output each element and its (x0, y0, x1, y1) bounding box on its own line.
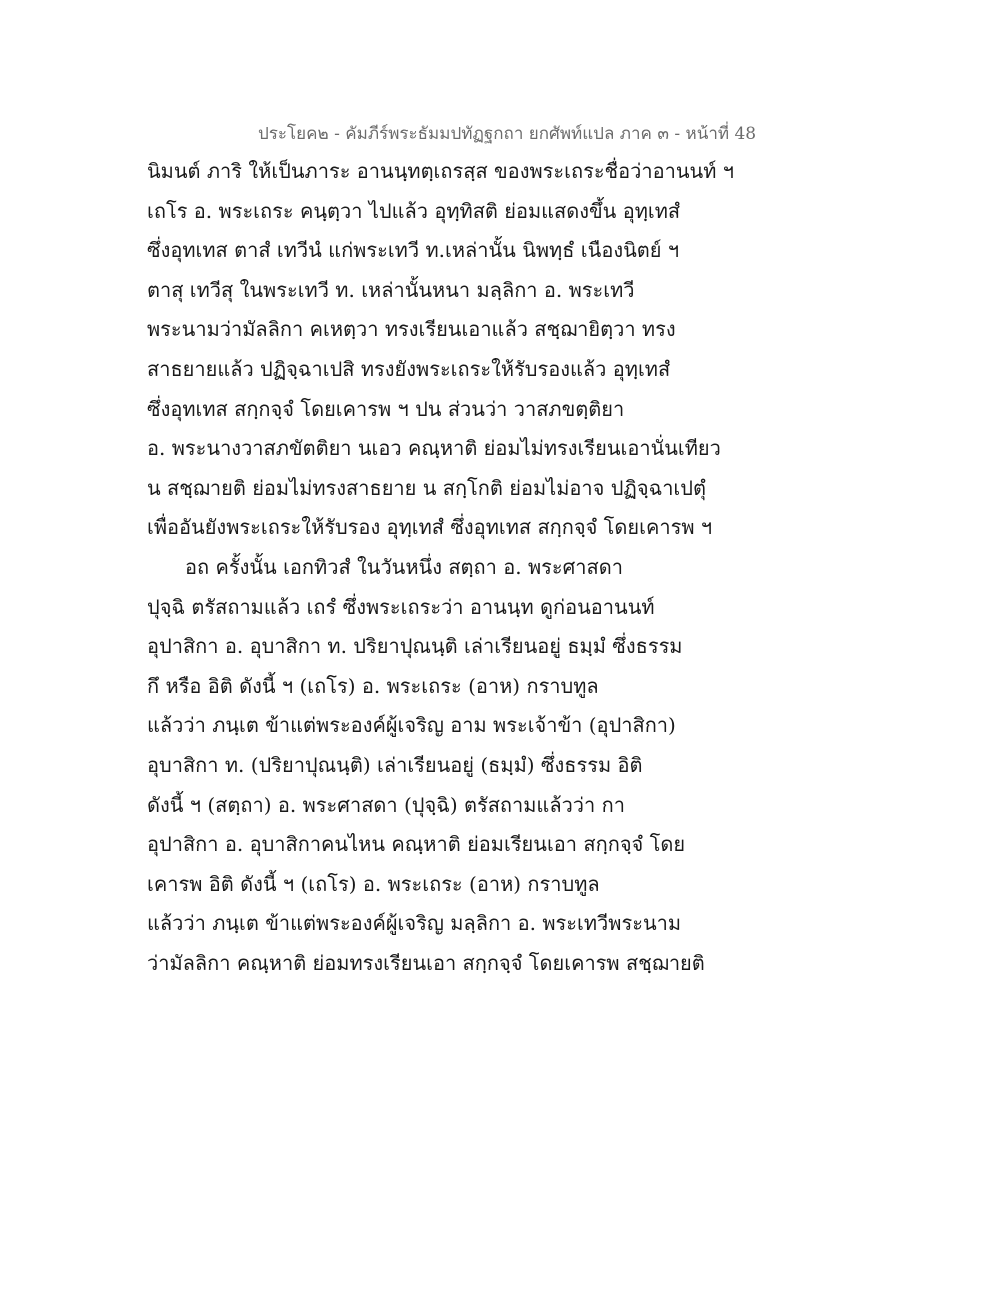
text-line-12: ปุจฺฉิ ตรัสถามแล้ว เถรํ ซึ่งพระเถระว่า อานนฺท ดูก่อนอานนท์ (147, 594, 655, 619)
text-line-20: แล้วว่า ภนฺเต ข้าแต่พระองค์ผู้เจริญ มลฺลิกา อ. พระเทวีพระนาม (147, 911, 682, 936)
text-line-5: พระนามว่ามัลลิกา คเหตฺวา ทรงเรียนเอาแล้ว สชฺฌายิตฺวา ทรง (147, 317, 676, 342)
text-line-16: อุบาสิกา ท. (ปริยาปุณนฺติ) เล่าเรียนอยู่ (ธมฺมํ) ซึ่งธรรม อิติ (147, 752, 643, 777)
text-line-10: เพื่ออันยังพระเถระให้รับรอง อุทฺเทสํ ซึ่งอุทเทส สกฺกจฺจํ โดยเคารพ ฯ (147, 515, 713, 540)
text-line-17: ดังนี้ ฯ (สตฺถา) อ. พระศาสดา (ปุจฺฉิ) ตรัสถามแล้วว่า กา (147, 792, 625, 817)
text-line-15: แล้วว่า ภนฺเต ข้าแต่พระองค์ผู้เจริญ อาม พระเจ้าข้า (อุปาสิกา) (147, 713, 676, 738)
text-line-7: ซึ่งอุทเทส สกฺกจฺจํ โดยเคารพ ฯ ปน ส่วนว่า วาสภขตฺติยา (147, 396, 625, 421)
text-line-1: นิมนต์ ภาริ ให้เป็นภาระ อานนฺทตฺเถรสฺส ของพระเถระชื่อว่าอานนท์ ฯ (147, 159, 734, 183)
text-line-2: เถโร อ. พระเถระ คนฺตฺวา ไปแล้ว อุทฺทิสติ ย่อมแสดงขึ้น อุทฺเทสํ (147, 198, 681, 223)
text-line-14: กึ หรือ อิติ ดังนี้ ฯ (เถโร) อ. พระเถระ (อาห) กราบทูล (147, 673, 599, 698)
text-line-18: อุปาสิกา อ. อุบาสิกาคนไหน คณฺหาติ ย่อมเรียนเอา สกฺกจฺจํ โดย (147, 832, 686, 857)
text-line-11: อถ ครั้งนั้น เอกทิวสํ ในวันหนึ่ง สตฺถา อ. พระศาสดา (185, 554, 623, 579)
text-line-4: ตาสุ เทวีสุ ในพระเทวี ท. เหล่านั้นหนา มลฺลิกา อ. พระเทวี (147, 277, 635, 302)
page-header: ประโยค๒ - คัมภีร์พระธัมมปทัฏฐกถา ยกศัพท์แปล ภาค ๓ - หน้าที่ 48 (258, 124, 757, 144)
text-line-13: อุปาสิกา อ. อุบาสิกา ท. ปริยาปุณนฺติ เล่าเรียนอยู่ ธมฺมํ ซึ่งธรรม (147, 634, 683, 659)
text-line-9: น สชฺฌายติ ย่อมไม่ทรงสาธยาย น สกฺโกติ ย่อมไม่อาจ ปฏิจฺฉาเปตุํ (147, 475, 706, 500)
text-line-21: ว่ามัลลิกา คณฺหาติ ย่อมทรงเรียนเอา สกฺกจฺจํ โดยเคารพ สชฺฌายติ (147, 950, 705, 975)
body-text (147, 152, 867, 983)
text-line-8: อ. พระนางวาสภขัตติยา นเอว คณฺหาติ ย่อมไม่ทรงเรียนเอานั่นเทียว (147, 436, 721, 461)
text-line-19: เคารพ อิติ ดังนี้ ฯ (เถโร) อ. พระเถระ (อาห) กราบทูล (147, 871, 600, 896)
text-line-6: สาธยายแล้ว ปฏิจฺฉาเปสิ ทรงยังพระเถระให้รับรองแล้ว อุทฺเทสํ (147, 356, 671, 381)
text-line-3: ซึ่งอุทเทส ตาสํ เทวีนํ แก่พระเทวี ท.เหล่านั้น นิพทฺธํ เนืองนิตย์ ฯ (147, 238, 680, 263)
